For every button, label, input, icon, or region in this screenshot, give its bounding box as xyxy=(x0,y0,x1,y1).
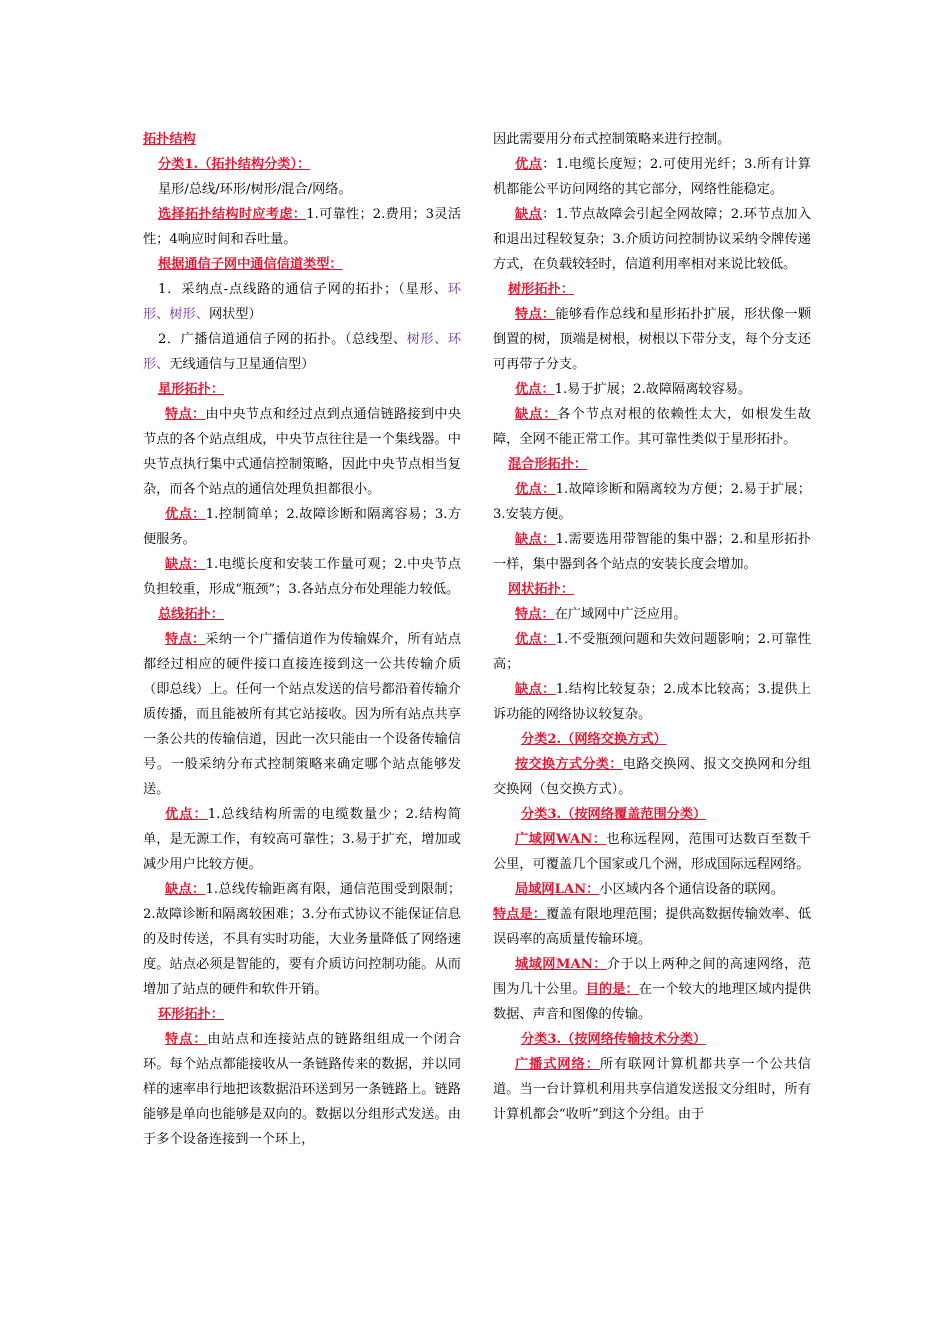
classification-3b-heading: 分类3.（按网络传输技术分类） xyxy=(521,1032,707,1047)
topology-list: 星形/总线/环形/树形/混合/网络。 xyxy=(158,182,352,197)
switching-paragraph: 按交换方式分类：电路交换网、报文交换网和分组交换网（包交换方式）。 xyxy=(493,757,812,797)
section-title: 拓扑结构 xyxy=(143,132,196,147)
classification-2-heading: 分类2.（网络交换方式） xyxy=(521,732,667,747)
consideration-paragraph: 选择拓扑结构时应考虑：1.可靠性；2.费用；3灵活性；4响应时间和吞吐量。 xyxy=(143,207,462,247)
lan-paragraph: 局域网LAN：小区域内各个通信设备的联网。 xyxy=(515,882,784,897)
star-features: 特点：由中央节点和经过点到点通信链路接到中央节点的各个站点组成，中央节点往往是一个集线器。中央节点执行集中式通信控制策略，因此中央节点相当复杂，而各个站点的通信处理负担都很小。 xyxy=(143,407,462,497)
ring-advantages: 优点：1.电缆长度短；2.可使用光纤；3.所有计算机都能公平访问网络的其它部分，网络性能稳定。 xyxy=(493,157,811,197)
wan-paragraph: 广域网WAN：也称远程网，范围可达数百至数千公里，可覆盖几个国家或几个洲，形成国际远程网络。 xyxy=(493,832,811,872)
ring-features: 特点：由站点和连接站点的链路组组成一个闭合环。每个站点都能接收从一条链路传来的数据，并以同样的速率串行地把该数据沿环送到另一条链路上。链路能够是单向也能够是双向的。数据以分组形式发送。由于多个设备连接到一个环上， xyxy=(143,1032,461,1147)
broadcast-item: 2．广播信道通信子网的拓扑。（总线型、树形、环形、无线通信与卫星通信型） xyxy=(143,332,461,372)
classification-1-heading: 分类1.（拓扑结构分类）： xyxy=(158,157,311,172)
classification-3-heading: 分类3.（按网络覆盖范围分类） xyxy=(521,807,707,822)
mesh-features: 特点：在广域网中广泛应用。 xyxy=(515,607,687,622)
mesh-topology-heading: 网状拓扑： xyxy=(508,582,574,597)
star-disadvantages: 缺点：1.电缆长度和安装工作量可观；2.中央节点负担较重，形成“瓶颈”；3.各站点分布处理能力较低。 xyxy=(143,557,461,597)
broadcast-network-paragraph: 广播式网络：所有联网计算机都共享一个公共信道。当一台计算机利用共享信道发送报文分组时，所有计算机都会“收听”到这个分组。由于 xyxy=(493,1057,811,1122)
right-column xyxy=(493,127,811,1127)
point-to-point-item: 1．采纳点-点线路的通信子网的拓扑；（星形、环形、树形、网状型） xyxy=(143,282,461,322)
hybrid-advantages: 优点：1.故障诊断和隔离较为方便；2.易于扩展；3.安装方便。 xyxy=(493,482,811,522)
tree-advantages: 优点：1.易于扩展；2.故障隔离较容易。 xyxy=(515,382,752,397)
ring-continued: 因此需要用分布式控制策略来进行控制。 xyxy=(493,132,731,147)
man-paragraph: 城域网MAN：介于以上两种之间的高速网络，范围为几十公里。目的是：在一个较大的地理区域内提供数据、声音和图像的传输。 xyxy=(493,957,812,1022)
bus-features: 特点：采纳一个广播信道作为传输媒介，所有站点都经过相应的硬件接口直接连接到这一公共传输介质（即总线）上。任何一个站点发送的信号都沿着传输介质传播，而且能被所有其它站接收。因为所有站点共享一条公共的传输信道，因此一次只能由一个设备传输信号。一般采纳分布式控制策略来确定哪个站点能够发送。 xyxy=(143,632,462,797)
hybrid-topology-heading: 混合形拓扑： xyxy=(508,457,588,472)
star-topology-heading: 星形拓扑： xyxy=(158,382,224,397)
tree-topology-heading: 树形拓扑： xyxy=(508,282,574,297)
hybrid-disadvantages: 缺点：1.需要选用带智能的集中器；2.和星形拓扑一样，集中器到各个站点的安装长度会增加。 xyxy=(493,532,811,572)
star-advantages: 优点：1.控制简单；2.故障诊断和隔离容易；3.方便服务。 xyxy=(143,507,462,547)
ring-disadvantages: 缺点：1.节点故障会引起全网故障；2.环节点加入和退出过程较复杂；3.介质访问控制协议采纳令牌传递方式，在负载较轻时，信道利用率相对来说比较低。 xyxy=(493,207,812,272)
lan-features: 特点是：覆盖有限地理范围；提供高数据传输效率、低误码率的高质量传输环境。 xyxy=(493,907,812,947)
tree-features: 特点：能够看作总线和星形拓扑扩展，形状像一颗倒置的树，顶端是树根，树根以下带分支，每个分支还可再带子分支。 xyxy=(493,307,812,372)
bus-topology-heading: 总线拓扑： xyxy=(158,607,224,622)
mesh-advantages: 优点：1.不受瓶颈问题和失效问题影响；2.可靠性高； xyxy=(493,632,811,672)
channel-type-heading: 根据通信子网中通信信道类型： xyxy=(158,257,343,272)
left-column xyxy=(143,127,461,1152)
bus-advantages: 优点：1.总线结构所需的电缆数量少；2.结构简单，是无源工作，有较高可靠性；3.易于扩充，增加或减少用户比较方便。 xyxy=(143,807,461,872)
ring-topology-heading: 环形拓扑： xyxy=(158,1007,224,1022)
mesh-disadvantages: 缺点：1.结构比较复杂；2.成本比较高；3.提供上诉功能的网络协议较复杂。 xyxy=(493,682,812,722)
bus-disadvantages: 缺点：1.总线传输距离有限，通信范围受到限制；2.故障诊断和隔离较困难；3.分布式协议不能保证信息的及时传送，不具有实时功能，大业务量降低了网络速度。站点必须是智能的，要有介质访问控制功能。从而增加了站点的硬件和软件开销。 xyxy=(143,882,462,997)
tree-disadvantages: 缺点：各个节点对根的依赖性太大，如根发生故障，全网不能正常工作。其可靠性类似于星形拓扑。 xyxy=(493,407,811,447)
